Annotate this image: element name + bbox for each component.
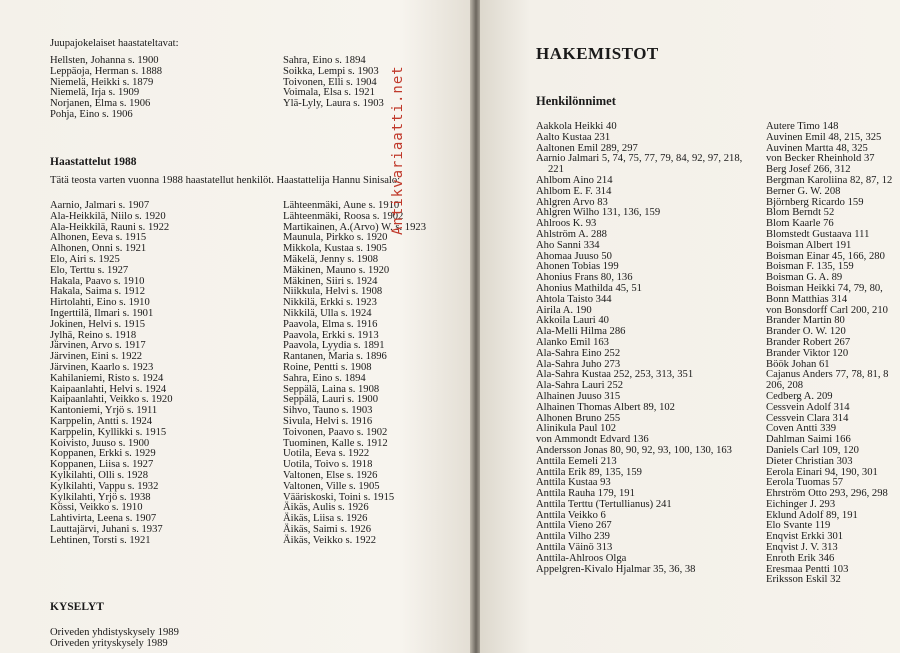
interviewee-entry: Koppanen, Liisa s. 1927: [50, 459, 154, 471]
index-entry: Anttila Väinö 313: [536, 542, 613, 554]
index-entry: Anttila Erik 89, 135, 159: [536, 466, 642, 478]
interviewee-entry: Paavola, Erkki s. 1913: [283, 329, 379, 341]
index-entry: Aho Sanni 334: [536, 239, 600, 251]
index-entry: Boisman F. 135, 159: [766, 261, 854, 273]
survey-entry: Oriveden yrityskysely 1989: [50, 637, 168, 649]
index-entry: Anttila Rauha 179, 191: [536, 488, 635, 500]
index-column-1: [536, 122, 756, 575]
index-entry: Ahlroos K. 93: [536, 218, 597, 230]
interviewee-entry: Koppanen, Erkki s. 1929: [50, 448, 156, 460]
index-entry: Enroth Erik 346: [766, 552, 835, 564]
kyselyt-heading: KYSELYT: [50, 601, 104, 613]
group1-column-2: [283, 56, 384, 110]
group1-column-1: [50, 56, 162, 121]
index-entry: Alanko Emil 163: [536, 336, 609, 348]
interviewee-entry: Järvinen, Eini s. 1922: [50, 351, 143, 363]
index-entry: Ala-Sahra Kustaa 252, 253, 313, 351: [536, 369, 694, 381]
index-entry: Boisman Heikki 74, 79, 80,: [766, 282, 883, 294]
index-entry: Ala-Sahra Juho 273: [536, 358, 621, 370]
index-entry: Ahlbom E. F. 314: [536, 185, 612, 197]
right-page: [480, 0, 900, 653]
index-entry: Brander O. W. 120: [766, 326, 846, 338]
interviewee-entry: Ingerttilä, Ilmari s. 1901: [50, 307, 154, 319]
interviewee-entry: Hakala, Paavo s. 1910: [50, 275, 145, 287]
index-entry: von Ammondt Edvard 136: [536, 434, 649, 446]
interviewee-entry: Roine, Pentti s. 1908: [283, 361, 372, 373]
index-entry: Ahlbom Aino 214: [536, 174, 613, 186]
index-entry: Ehrström Otto 293, 296, 298: [766, 488, 888, 500]
interviewee-entry: Maunula, Pirkko s. 1920: [283, 232, 388, 244]
index-entry: Aakkola Heikki 40: [536, 121, 617, 132]
interviewee-entry: Sivula, Helvi s. 1916: [283, 415, 373, 427]
interviewee-entry: Kylkilahti, Yrjö s. 1938: [50, 491, 151, 503]
interviewee-entry: Kössi, Veikko s. 1910: [50, 502, 143, 514]
index-entry: Daniels Carl 109, 120: [766, 444, 859, 456]
interviewee-entry: Äikäs, Aulis s. 1926: [283, 502, 369, 514]
kyselyt-list: [50, 628, 179, 650]
interviewee-entry: Äikäs, Saimi s. 1926: [283, 523, 371, 535]
index-entry: Böök Johan 61: [766, 358, 830, 370]
interviewee-entry: Mäkinen, Mauno s. 1920: [283, 264, 390, 276]
index-entry: Eerola Tuomas 57: [766, 477, 844, 489]
index-entry: Alhonen Bruno 255: [536, 412, 621, 424]
index-entry: Alhainen Thomas Albert 89, 102: [536, 401, 675, 413]
index-entry: Ala-Sahra Eino 252: [536, 347, 621, 359]
interviewee-entry: Alhonen, Eeva s. 1915: [50, 232, 147, 244]
index-subtitle: Henkilönnimet: [536, 94, 616, 108]
index-entry: Anttila Vieno 267: [536, 520, 612, 532]
index-entry: Coven Antti 339: [766, 423, 837, 435]
interviewee-entry: Mäkinen, Siiri s. 1924: [283, 275, 378, 287]
index-entry: Cajanus Anders 77, 78, 81, 8: [766, 369, 889, 381]
interviewee-entry: Koivisto, Juuso s. 1900: [50, 437, 150, 449]
index-entry: Enqvist J. V. 313: [766, 542, 838, 554]
interviewee-entry: Tuominen, Kalle s. 1912: [283, 437, 388, 449]
index-entry: Alinikula Paul 102: [536, 423, 617, 435]
interviews-column-1: [50, 201, 173, 547]
index-entry: Cessvein Adolf 314: [766, 401, 850, 413]
interviewee-entry: Kaipaanlahti, Helvi s. 1924: [50, 383, 167, 395]
index-entry: Aalto Kustaa 231: [536, 131, 611, 143]
interviewee-entry: Voimala, Elsa s. 1921: [283, 87, 375, 99]
index-entry: Ahonius Frans 80, 136: [536, 272, 633, 284]
index-entry: Anttila Kustaa 93: [536, 477, 611, 489]
interviewee-entry: Lehtinen, Torsti s. 1921: [50, 534, 151, 546]
interviews-heading: Haastattelut 1988: [50, 156, 137, 168]
interviewee-entry: Paavola, Elma s. 1916: [283, 318, 378, 330]
interviewee-entry: Uotila, Eeva s. 1922: [283, 448, 370, 460]
index-entry: Brander Viktor 120: [766, 347, 849, 359]
interviewee-entry: Elo, Airi s. 1925: [50, 253, 120, 265]
interviewee-entry: Jokinen, Helvi s. 1915: [50, 318, 146, 330]
index-entry: Berner G. W. 208: [766, 185, 841, 197]
interviewee-entry: Hakala, Saima s. 1912: [50, 286, 146, 298]
index-entry: Auvinen Emil 48, 215, 325: [766, 131, 882, 143]
index-entry: Ala-Sahra Lauri 252: [536, 380, 624, 392]
index-entry: Aaltonen Emil 289, 297: [536, 142, 638, 154]
interviewee-entry: Niemelä, Irja s. 1909: [50, 87, 140, 99]
survey-entry: Oriveden yhdistyskysely 1989: [50, 627, 179, 638]
index-entry: von Bonsdorff Carl 200, 210: [766, 304, 888, 316]
interviewee-entry: Paavola, Lyydia s. 1891: [283, 340, 385, 352]
interviewee-entry: Seppälä, Laina s. 1908: [283, 383, 380, 395]
index-entry: Brander Robert 267: [766, 336, 851, 348]
index-entry: Ahlgren Arvo 83: [536, 196, 608, 208]
interviewee-entry: Jylhä, Reino s. 1918: [50, 329, 137, 341]
interviewee-entry: Lähteenmäki, Roosa s. 1902: [283, 210, 404, 222]
index-entry: Blom Kaarle 76: [766, 218, 834, 230]
index-entry: Björnberg Ricardo 159: [766, 196, 864, 208]
interviewee-entry: Järvinen, Arvo s. 1917: [50, 340, 146, 352]
interviewee-entry: Kahilaniemi, Risto s. 1924: [50, 372, 164, 384]
index-entry: Ahonen Tobias 199: [536, 261, 619, 273]
index-entry: Bonn Matthias 314: [766, 293, 848, 305]
index-entry: Berg Josef 266, 312: [766, 164, 851, 176]
index-entry: Airila A. 190: [536, 304, 592, 316]
interviewee-entry: Äikäs, Liisa s. 1926: [283, 513, 368, 525]
interviewee-entry: Nikkilä, Ulla s. 1924: [283, 307, 372, 319]
interviewee-entry: Sihvo, Tauno s. 1903: [283, 405, 373, 417]
interviewee-entry: Valtonen, Else s. 1926: [283, 469, 378, 481]
interviewee-entry: Karppelin, Antti s. 1924: [50, 415, 153, 427]
interviewee-entry: Ylä-Lyly, Laura s. 1903: [283, 98, 384, 110]
index-entry: Blom Berndt 52: [766, 207, 835, 219]
interviewee-entry: Seppälä, Lauri s. 1900: [283, 394, 379, 406]
interviewee-entry: Hirtolahti, Eino s. 1910: [50, 297, 150, 309]
index-column-2: [766, 122, 900, 586]
index-entry: Ahomaa Juuso 50: [536, 250, 612, 262]
interviewee-entry: Nikkilä, Erkki s. 1923: [283, 297, 377, 309]
index-entry: Dahlman Saimi 166: [766, 434, 851, 446]
interviewee-entry: Elo, Terttu s. 1927: [50, 264, 129, 276]
index-entry: Akkoila Lauri 40: [536, 315, 609, 327]
interviewee-entry: Lahtivirta, Leena s. 1907: [50, 513, 157, 525]
index-entry: Ahtola Taisto 344: [536, 293, 612, 305]
index-title: HAKEMISTOT: [536, 44, 659, 63]
index-entry: Anttila Veikko 6: [536, 509, 606, 521]
index-entry: Andersson Jonas 80, 90, 92, 93, 100, 130, 163: [536, 444, 732, 456]
interviewee-entry: Vääriskoski, Toini s. 1915: [283, 491, 395, 503]
interviews-column-2: [283, 201, 426, 547]
interviewee-entry: Sahra, Eino s. 1894: [283, 55, 366, 66]
index-entry: von Becker Rheinhold 37: [766, 153, 875, 165]
index-entry: Alhainen Juuso 315: [536, 390, 621, 402]
index-entry: Enqvist Erkki 301: [766, 531, 844, 543]
index-entry: Eresmaa Pentti 103: [766, 563, 849, 575]
interviewee-entry: Aarnio, Jalmari s. 1907: [50, 200, 150, 211]
interviewee-entry: Järvinen, Kaarlo s. 1923: [50, 361, 154, 373]
index-entry: Anttila Eemeli 213: [536, 455, 617, 467]
index-entry: Eichinger J. 293: [766, 498, 836, 510]
interviews-intro: Tätä teosta varten vuonna 1988 haastatellut henkilöt. Haastattelija Hannu Sinisalo:: [50, 175, 401, 186]
interviewee-entry: Niemelä, Heikki s. 1879: [50, 76, 154, 88]
interviewee-entry: Karppelin, Kyllikki s. 1915: [50, 426, 167, 438]
interviewee-entry: Äikäs, Veikko s. 1922: [283, 534, 377, 546]
index-entry: Boisman Albert 191: [766, 239, 852, 251]
interviewee-entry: Norjanen, Elma s. 1906: [50, 98, 151, 110]
interviewee-entry: Soikka, Lempi s. 1903: [283, 65, 379, 77]
index-entry: Dieter Christian 303: [766, 455, 853, 467]
index-entry: Eerola Einari 94, 190, 301: [766, 466, 878, 478]
interviewee-entry: Kantoniemi, Yrjö s. 1911: [50, 405, 158, 417]
interviewee-entry: Niikkula, Helvi s. 1908: [283, 286, 383, 298]
index-entry: Anttila Vilho 239: [536, 531, 610, 543]
index-entry: Auvinen Martta 48, 325: [766, 142, 868, 154]
interviewee-entry: Ala-Heikkilä, Niilo s. 1920: [50, 210, 166, 222]
interviewee-entry: Ala-Heikkilä, Rauni s. 1922: [50, 221, 170, 233]
index-entry: Ahlström A. 288: [536, 228, 607, 240]
index-entry: Cedberg A. 209: [766, 390, 833, 402]
index-entry: Eriksson Eskil 32: [766, 574, 841, 586]
interviewee-entry: Hellsten, Johanna s. 1900: [50, 55, 159, 66]
interviewee-entry: Lauttajärvi, Juhani s. 1937: [50, 523, 163, 535]
interviewee-entry: Leppäoja, Herman s. 1888: [50, 65, 163, 77]
index-entry: Anttila-Ahlroos Olga: [536, 552, 627, 564]
group1-title: Juupajokelaiset haastateltavat:: [50, 38, 179, 49]
interviewee-entry: Pohja, Eino s. 1906: [50, 108, 133, 120]
index-entry: 206, 208: [766, 380, 804, 392]
index-entry: Elo Svante 119: [766, 520, 831, 532]
interviewee-entry: Valtonen, Ville s. 1905: [283, 480, 380, 492]
index-entry: Ahlgren Wilho 131, 136, 159: [536, 207, 661, 219]
index-entry: Ahonius Mathilda 45, 51: [536, 282, 642, 294]
index-entry: Cessvein Clara 314: [766, 412, 849, 424]
interviewee-entry: Toivonen, Elli s. 1904: [283, 76, 377, 88]
interviewee-entry: Kaipaanlahti, Veikko s. 1920: [50, 394, 173, 406]
watermark: Antikvariaatti.net: [390, 65, 406, 235]
interviewee-entry: Alhonen, Onni s. 1921: [50, 243, 147, 255]
index-entry: Anttila Terttu (Tertullianus) 241: [536, 498, 672, 510]
interviewee-entry: Lähteenmäki, Aune s. 1910: [283, 200, 400, 211]
interviewee-entry: Mikkola, Kustaa s. 1905: [283, 243, 387, 255]
interviewee-entry: Uotila, Toivo s. 1918: [283, 459, 373, 471]
index-entry: Aarnio Jalmari 5, 74, 75, 77, 79, 84, 92, 97, 218, 221: [536, 153, 743, 176]
interviewee-entry: Martikainen, A.(Arvo) W. s. 1923: [283, 221, 426, 233]
index-entry: Autere Timo 148: [766, 121, 839, 132]
interviewee-entry: Rantanen, Maria s. 1896: [283, 351, 387, 363]
interviewee-entry: Kylkilahti, Olli s. 1928: [50, 469, 148, 481]
index-entry: Eklund Adolf 89, 191: [766, 509, 858, 521]
index-entry: Bergman Karoliina 82, 87, 12: [766, 174, 893, 186]
interviewee-entry: Mäkelä, Jenny s. 1908: [283, 253, 379, 265]
index-entry: Ala-Melli Hilma 286: [536, 326, 626, 338]
index-entry: Boisman Einar 45, 166, 280: [766, 250, 885, 262]
interviewee-entry: Sahra, Eino s. 1894: [283, 372, 366, 384]
interviewee-entry: Toivonen, Paavo s. 1902: [283, 426, 388, 438]
index-entry: Appelgren-Kivalo Hjalmar 35, 36, 38: [536, 563, 696, 575]
index-entry: Brander Martin 80: [766, 315, 845, 327]
index-entry: Blomstedt Gustaava 111: [766, 228, 870, 240]
interviewee-entry: Kylkilahti, Vappu s. 1932: [50, 480, 159, 492]
index-entry: Boisman G. A. 89: [766, 272, 843, 284]
